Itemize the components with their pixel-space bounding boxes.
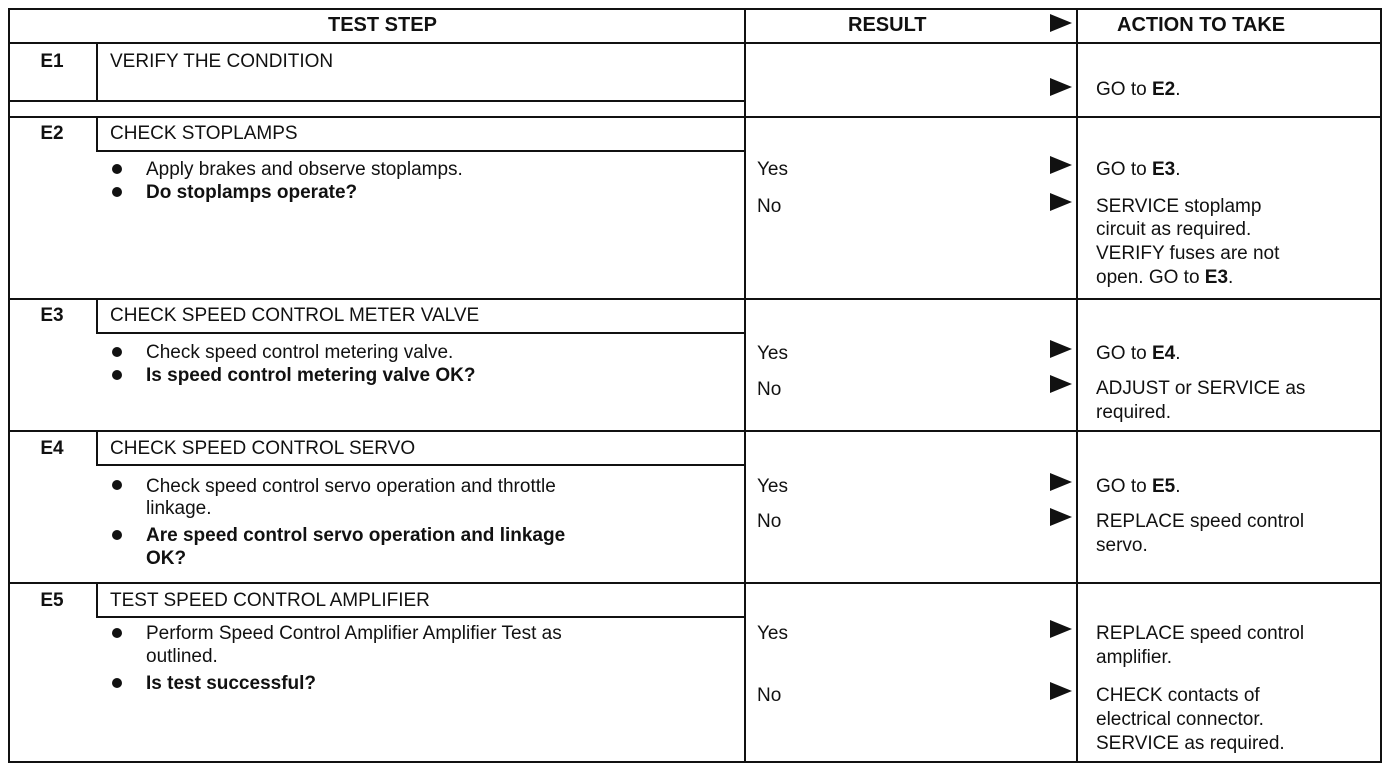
title-underline-e1: [8, 100, 744, 102]
action-text: amplifier.: [1096, 647, 1173, 668]
step-id: E5: [40, 590, 64, 611]
bullet-text: Check speed control metering valve.: [146, 342, 454, 363]
id-divider-e5: [96, 584, 98, 618]
result-arrow-icon: [1050, 620, 1072, 638]
bullet-icon: [112, 530, 122, 540]
bullet-text: Apply brakes and observe stoplamps.: [146, 159, 463, 180]
step-id: E4: [40, 438, 64, 459]
result-arrow-icon: [1050, 375, 1072, 393]
row-divider-e5: [8, 582, 1382, 584]
bullet-icon: [112, 347, 122, 357]
id-divider-e4: [96, 432, 98, 466]
column-divider-result: [744, 8, 746, 763]
title-underline-e5: [96, 616, 746, 618]
column-divider-action: [1076, 8, 1078, 763]
action-text: required.: [1096, 402, 1171, 423]
result-arrow-icon: [1050, 340, 1072, 358]
bullet-text: Check speed control servo operation and throttle: [146, 476, 556, 497]
row-divider-e3: [8, 298, 1382, 300]
bullet-text: Is test successful?: [146, 673, 317, 694]
step-id: E1: [40, 51, 64, 72]
bullet-text: Do stoplamps operate?: [146, 182, 358, 203]
step-title: VERIFY THE CONDITION: [110, 51, 334, 72]
id-divider-e2: [96, 118, 98, 152]
step-title: TEST SPEED CONTROL AMPLIFIER: [110, 590, 430, 611]
result-arrow-icon: [1050, 78, 1072, 96]
step-title: CHECK SPEED CONTROL SERVO: [110, 438, 416, 459]
bullet-icon: [112, 480, 122, 490]
action-text: GO to E5.: [1096, 476, 1181, 497]
action-text: servo.: [1096, 535, 1148, 556]
action-text: VERIFY fuses are not: [1096, 243, 1280, 264]
id-divider-e3: [96, 300, 98, 334]
result-label: Yes: [757, 343, 788, 364]
header-action: ACTION TO TAKE: [1117, 14, 1286, 36]
result-label: Yes: [757, 159, 788, 180]
step-title: CHECK STOPLAMPS: [110, 123, 298, 144]
result-arrow-icon: [1050, 473, 1072, 491]
bullet-text: Perform Speed Control Amplifier Amplifier Test as: [146, 623, 562, 644]
bullet-icon: [112, 187, 122, 197]
action-text: GO to E3.: [1096, 159, 1181, 180]
bullet-icon: [112, 678, 122, 688]
bullet-text: Are speed control servo operation and linkage: [146, 525, 566, 546]
step-id: E3: [40, 305, 64, 326]
bullet-icon: [112, 164, 122, 174]
table-border-bottom: [8, 761, 1382, 763]
result-arrow-icon: [1050, 682, 1072, 700]
result-label: No: [757, 196, 782, 217]
bullet-text: OK?: [146, 548, 187, 569]
bullet-text: linkage.: [146, 498, 212, 519]
title-underline-e3: [96, 332, 746, 334]
result-label: Yes: [757, 623, 788, 644]
header-test-step: TEST STEP: [328, 14, 437, 36]
result-label: No: [757, 511, 782, 532]
title-underline-e4: [96, 464, 746, 466]
step-id: E2: [40, 123, 64, 144]
action-text: GO to E4.: [1096, 343, 1181, 364]
header-arrow-icon: [1050, 14, 1072, 32]
result-label: No: [757, 685, 782, 706]
table-border-right: [1380, 8, 1382, 763]
action-text: ADJUST or SERVICE as: [1096, 378, 1306, 399]
action-text: SERVICE as required.: [1096, 733, 1285, 754]
bullet-icon: [112, 370, 122, 380]
action-text: circuit as required.: [1096, 219, 1252, 240]
row-divider-e4: [8, 430, 1382, 432]
action-text: REPLACE speed control: [1096, 511, 1305, 532]
table-border-top: [8, 8, 1382, 10]
result-arrow-icon: [1050, 156, 1072, 174]
action-text: REPLACE speed control: [1096, 623, 1305, 644]
result-label: Yes: [757, 476, 788, 497]
header-divider: [8, 42, 1382, 44]
header-result: RESULT: [848, 14, 927, 36]
bullet-text: outlined.: [146, 646, 218, 667]
action-text: CHECK contacts of: [1096, 685, 1260, 706]
action-text: open. GO to E3.: [1096, 267, 1234, 288]
result-label: No: [757, 379, 782, 400]
title-underline-e2: [96, 150, 746, 152]
result-arrow-icon: [1050, 193, 1072, 211]
step-title: CHECK SPEED CONTROL METER VALVE: [110, 305, 480, 326]
id-divider-e1: [96, 44, 98, 102]
result-arrow-icon: [1050, 508, 1072, 526]
action-text: electrical connector.: [1096, 709, 1264, 730]
action-text: SERVICE stoplamp: [1096, 196, 1262, 217]
row-divider-e2: [8, 116, 1382, 118]
action-text: GO to E2.: [1096, 79, 1181, 100]
bullet-icon: [112, 628, 122, 638]
bullet-text: Is speed control metering valve OK?: [146, 365, 476, 386]
